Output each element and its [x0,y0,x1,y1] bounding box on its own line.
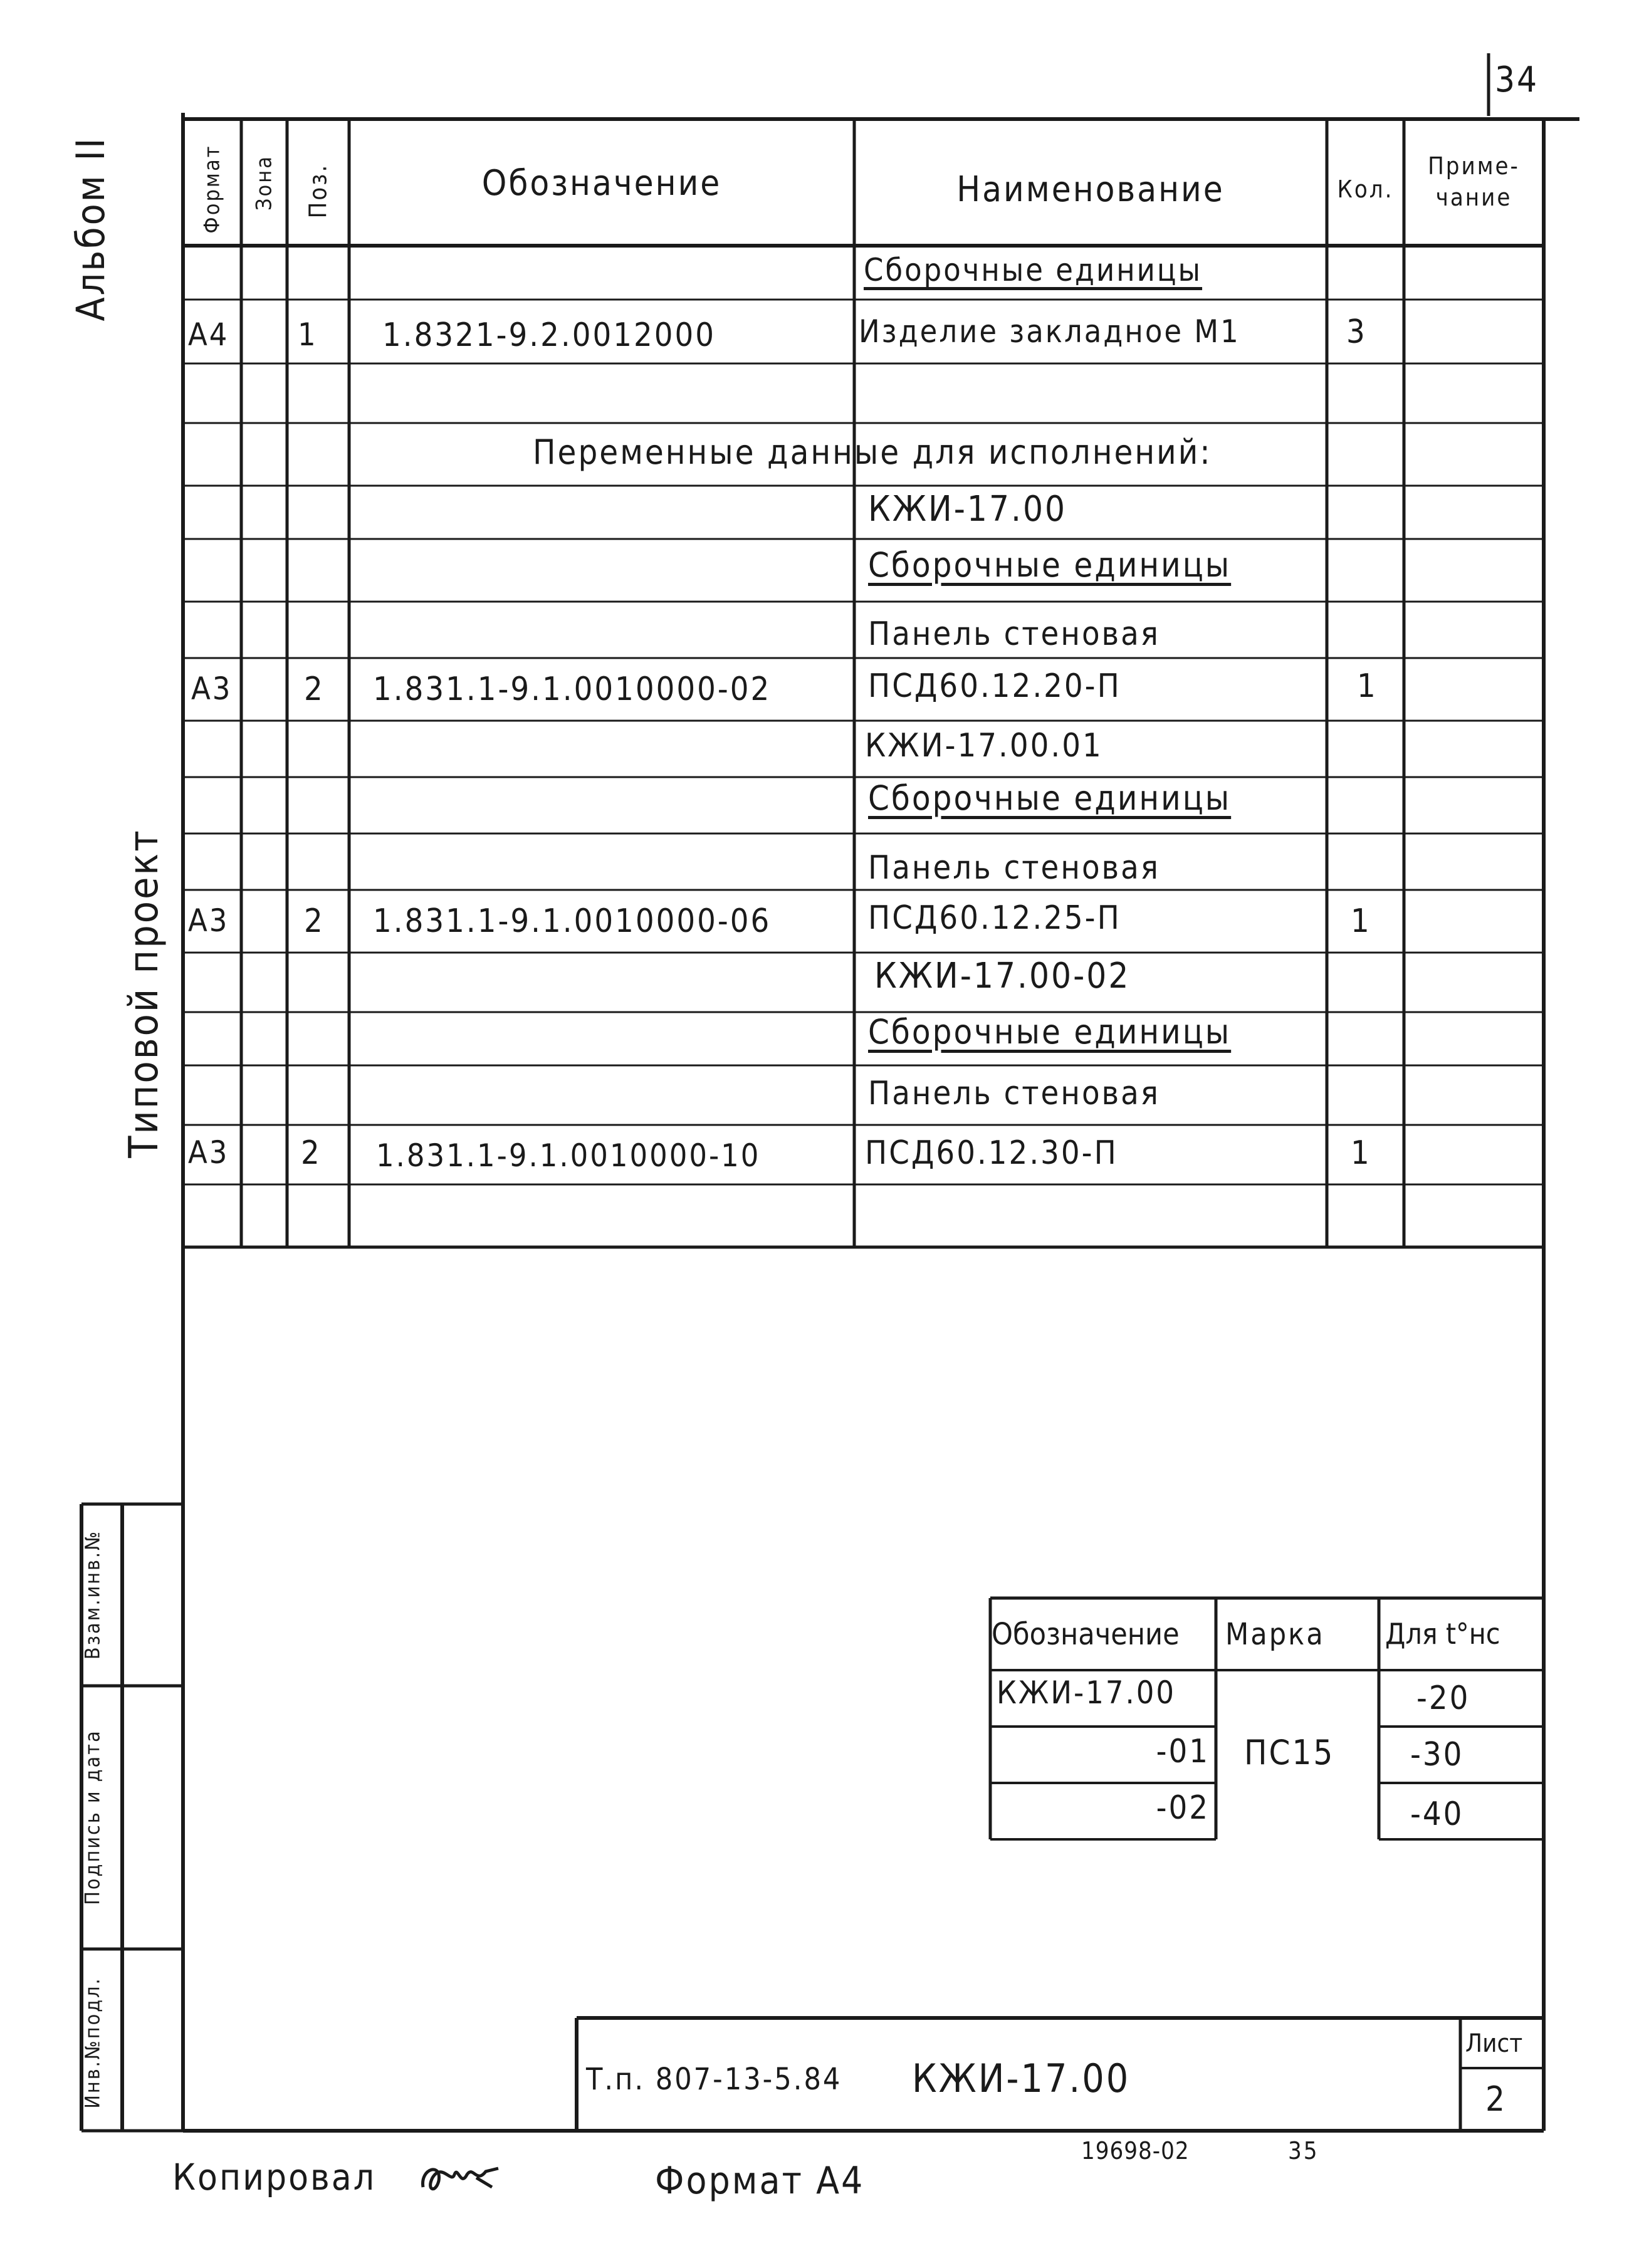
format-label: Формат А4 [655,2159,865,2203]
header-designation: Обозначение [481,163,722,204]
header-format: Формат [199,144,225,234]
header-pos: Поз. [304,163,332,219]
row-name: Панель стеновая [868,615,1160,653]
row-name: Панель стеновая [868,1075,1160,1112]
variant-head-designation: Обозначение [992,1617,1180,1652]
stamp-sign-date: Подпись и дата [80,1729,105,1905]
variant-mark: ПС15 [1244,1733,1335,1772]
row-pos: 2 [301,1134,322,1172]
variant-row-designation: КЖИ-17.00 [997,1675,1176,1711]
row-format: А4 [188,316,229,353]
archive-code: 19698-02 [1081,2137,1190,2165]
header-qty: Кол. [1337,175,1394,203]
sheet-label: Лист [1465,2029,1523,2058]
album-label: Альбом II [68,136,113,321]
archive-page: 35 [1288,2137,1319,2165]
row-designation: 1.8321-9.2.0012000 [382,316,716,354]
row-name: ПСД60.12.30-П [865,1134,1118,1172]
title-project-code: Т.п. 807-13-5.84 [586,2062,842,2097]
row-qty: 1 [1357,667,1378,705]
row-name: КЖИ-17.00.01 [865,727,1103,765]
page-number: 34 [1495,60,1539,100]
row-format: А3 [188,902,229,939]
row-qty: 1 [1351,1134,1371,1172]
row-designation: 1.831.1-9.1.0010000-02 [373,671,772,708]
row-designation: 1.831.1-9.1.0010000-10 [376,1137,761,1174]
row-name: Изделие закладное М1 [859,313,1240,350]
variants-heading: Переменные данные для исполнений: [533,432,1212,472]
stamp-vzam-inv: Взам.инв.№ [80,1529,105,1660]
row-name: Сборочные единицы [868,1012,1232,1052]
variant-row-temp: -40 [1410,1795,1464,1833]
row-name: Сборочные единицы [868,545,1232,585]
stamp-inv-orig: Инв.№подл. [80,1977,105,2109]
variant-row-temp: -30 [1410,1736,1464,1774]
project-label: Типовой проект [121,828,167,1158]
row-name: Сборочные единицы [868,778,1232,818]
header-note-line2: чание [1435,184,1512,211]
header-note [1404,150,1544,213]
variant-row-temp: -20 [1416,1680,1470,1717]
row-name: ПСД60.12.25-П [868,899,1121,937]
copier-signature [417,2156,505,2200]
variant-row-designation: -01 [1156,1733,1210,1770]
row-format: А3 [191,671,233,707]
row-pos: 2 [304,902,325,940]
row-qty: 1 [1351,902,1371,940]
variant-head-mark: Марка [1225,1617,1325,1652]
row-name: КЖИ-17.00-02 [874,956,1131,996]
row-name: Панель стеновая [868,849,1160,887]
row-pos: 2 [304,671,325,708]
header-zone: Зона [251,154,277,211]
row-pos: 1 [298,316,318,353]
header-note-line1: Приме- [1428,152,1520,180]
row-name: КЖИ-17.00 [868,489,1067,530]
copied-label: Копировал [172,2156,377,2198]
sheet-number: 2 [1485,2079,1507,2119]
row-designation: 1.831.1-9.1.0010000-06 [373,902,772,940]
row-format: А3 [188,1134,229,1171]
row-qty: 3 [1346,313,1367,351]
title-doc-code: КЖИ-17.00 [912,2056,1131,2101]
variant-head-temp: Для t°нс [1385,1617,1500,1651]
variant-row-designation: -02 [1156,1789,1210,1827]
row-name: ПСД60.12.20-П [868,667,1121,705]
header-name: Наименование [956,169,1225,210]
row-name: Сборочные единицы [864,252,1203,288]
